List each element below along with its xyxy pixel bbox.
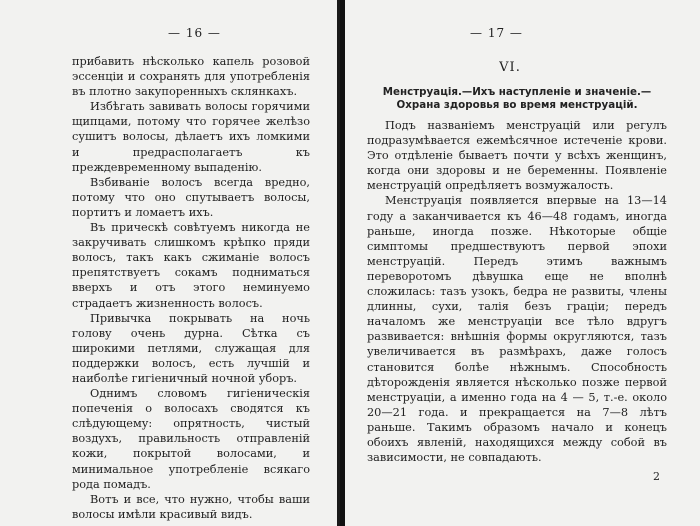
right-page — [345, 0, 700, 526]
heading-line: Менструація.—Ихъ наступленіе и значеніе.— — [382, 86, 652, 98]
chapter-heading — [365, 86, 669, 112]
page-number-left: — 16 — — [168, 26, 221, 40]
heading-line: Охрана здоровья во время менструацій. — [396, 99, 638, 111]
paragraph: Подъ названіемъ менструацій или регулъ подразумѣвается ежемѣсячное истеченіе крови. Это отдѣленіе бываетъ почти у всѣхъ женщинъ, когда они здоровы и не беременны. Появленіе менструацій опредѣляетъ возмужалость. — [367, 119, 667, 193]
paragraph: Избѣгать завивать волосы горячими щипцами, потому что горячее желѣзо сушитъ волосы, дѣлаетъ ихъ ломкими и предрасполагаетъ къ преждевременному выпаденію. — [72, 100, 310, 174]
paragraph: Привычка покрывать на ночь голову очень дурна. Сѣтка съ широкими петлями, служащая для поддержки волосъ, есть лучшій и наиболѣе гигіеничный ночной уборъ. — [72, 311, 310, 385]
page-number-right: — 17 — — [470, 26, 523, 40]
paragraph: Менструація появляется впервые на 13—14 году а заканчивается къ 46—48 годамъ, иногда раньше, иногда позже. Нѣкоторые общіе симптомы предшествуютъ первой эпохи менструацій. Передъ этимъ важнымъ переворотомъ дѣвушка еще не вполнѣ сложилась: тазъ узокъ, бедра не развиты, члены длинны, сухи, талія безъ граціи; передъ началомъ же менструаціи все тѣло вдругъ развивается: внѣшнія формы округляются, тазъ увеличивается въ размѣрахъ, даже голосъ становится болѣе нѣжнымъ. Способность дѣторожденія является нѣсколько позже первой менструаціи, а именно года на 4 — 5, т.-е. около 20—21 года. и прекращается на 7—8 лѣтъ раньше. Такимъ образомъ начало и конецъ обоихъ явленій, находящихся между собой въ зависимости, не совпадають. — [367, 194, 667, 465]
chapter-number: VI. — [499, 60, 521, 75]
paragraph: Взбиваніе волосъ всегда вредно, потому что оно спутываетъ волосы, портитъ и ломаетъ ихъ. — [72, 175, 310, 219]
paragraph: Однимъ словомъ гигіеническія попеченія о волосахъ сводятся къ слѣдующему: опрятность, чистый воздухъ, правильность отправленій кожи, покрытой волосами, и минимальное употребленіе всякаго рода помадъ. — [72, 387, 310, 491]
right-page-text — [367, 118, 667, 465]
paragraph: Вотъ и все, что нужно, чтобы ваши волосы имѣли красивый видъ. — [72, 492, 310, 521]
paragraph: Въ прическѣ совѣтуемъ никогда не закручивать слишкомъ крѣпко пряди волосъ, такъ какъ сжиманіе волосъ препятствуетъ сокамъ подниматься вверхъ и отъ этого неминуемо страдаетъ жизненность волосъ. — [72, 221, 310, 310]
left-page — [0, 0, 340, 526]
left-page-text — [72, 54, 310, 522]
paragraph: прибавить нѣсколько капель розовой эссенціи и сохранять для употребленія въ плотно закупоренныхъ склянкахъ. — [72, 55, 310, 99]
printer-signature-mark: 2 — [653, 470, 660, 483]
